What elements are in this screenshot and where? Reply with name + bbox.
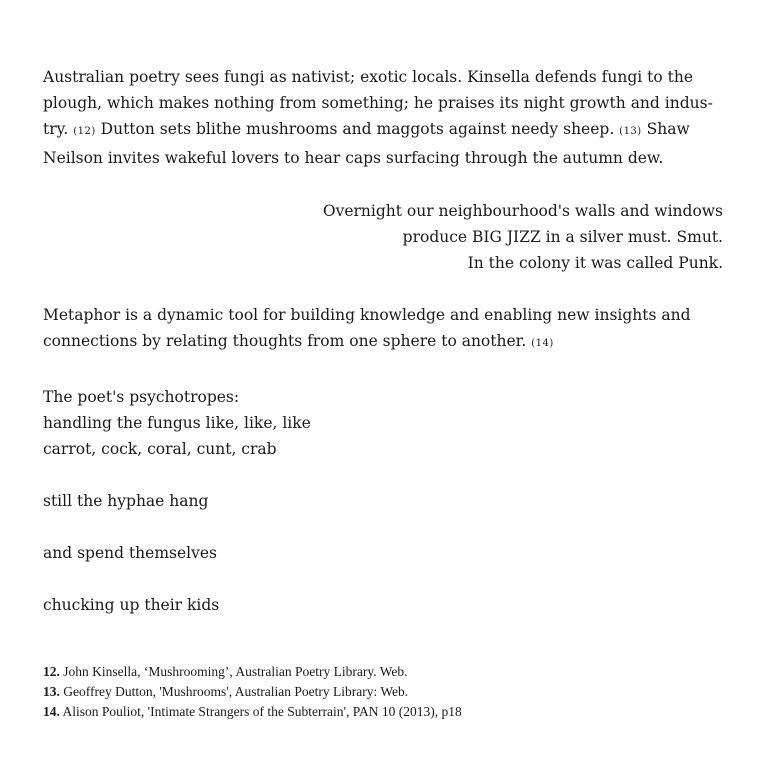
footnote-14 bbox=[43, 702, 723, 722]
quote-line: In the colony it was called Punk. bbox=[467, 254, 723, 272]
stanza-break bbox=[43, 462, 723, 488]
poem-line: handling the fungus like, like, like bbox=[43, 414, 311, 432]
paragraph-text: try. bbox=[43, 120, 74, 138]
poem bbox=[43, 384, 723, 618]
footnotes bbox=[43, 662, 723, 722]
footnote-number: 14. bbox=[43, 704, 60, 719]
footnote-text: Geoffrey Dutton, 'Mushrooms', Australian Poetry Library: Web. bbox=[59, 684, 409, 699]
paragraph-line bbox=[43, 116, 723, 145]
paragraph-text: connections by relating thoughts from one sphere to another. bbox=[43, 332, 532, 350]
paragraph-line: Australian poetry sees fungi as nativist; exotic locals. Kinsella defends fungi to the bbox=[43, 68, 694, 86]
footnote-number: 13. bbox=[43, 684, 60, 699]
paragraph-text: Dutton sets blithe mushrooms and maggots against needy sheep. bbox=[95, 120, 620, 138]
paragraph-metaphor bbox=[43, 302, 723, 357]
block-quote bbox=[43, 198, 723, 276]
poem-line: carrot, cock, coral, cunt, crab bbox=[43, 440, 277, 458]
poem-line: chucking up their kids bbox=[43, 596, 220, 614]
poem-line: The poet's psychotropes: bbox=[43, 388, 240, 406]
stanza-break bbox=[43, 566, 723, 592]
paragraph-line: plough, which makes nothing from something; he praises its night growth and indus- bbox=[43, 94, 713, 112]
paragraph-line: Metaphor is a dynamic tool for building knowledge and enabling new insights and bbox=[43, 306, 691, 324]
essay-page bbox=[43, 64, 723, 618]
paragraph-text: Shaw bbox=[641, 120, 690, 138]
footnote-number: 12. bbox=[43, 664, 60, 679]
footnote-ref-13: (13) bbox=[619, 126, 642, 137]
poem-line: still the hyphae hang bbox=[43, 492, 209, 510]
paragraph-line bbox=[43, 328, 723, 357]
footnote-text: John Kinsella, ‘Mushrooming’, Australian Poetry Library. Web. bbox=[59, 664, 408, 679]
footnote-ref-12: (12) bbox=[73, 126, 96, 137]
paragraph-fungi-australian-poetry bbox=[43, 64, 723, 171]
footnote-text: Alison Pouliot, 'Intimate Strangers of the Subterrain', PAN 10 (2013), p18 bbox=[59, 704, 462, 719]
quote-line: Overnight our neighbourhood's walls and windows bbox=[322, 202, 723, 220]
stanza-break bbox=[43, 514, 723, 540]
footnote-13 bbox=[43, 682, 723, 702]
poem-line: and spend themselves bbox=[43, 544, 218, 562]
paragraph-line: Neilson invites wakeful lovers to hear caps surfacing through the autumn dew. bbox=[43, 149, 664, 167]
quote-line: produce BIG JIZZ in a silver must. Smut. bbox=[402, 228, 723, 246]
footnote-ref-14: (14) bbox=[531, 338, 554, 349]
footnote-12 bbox=[43, 662, 723, 682]
